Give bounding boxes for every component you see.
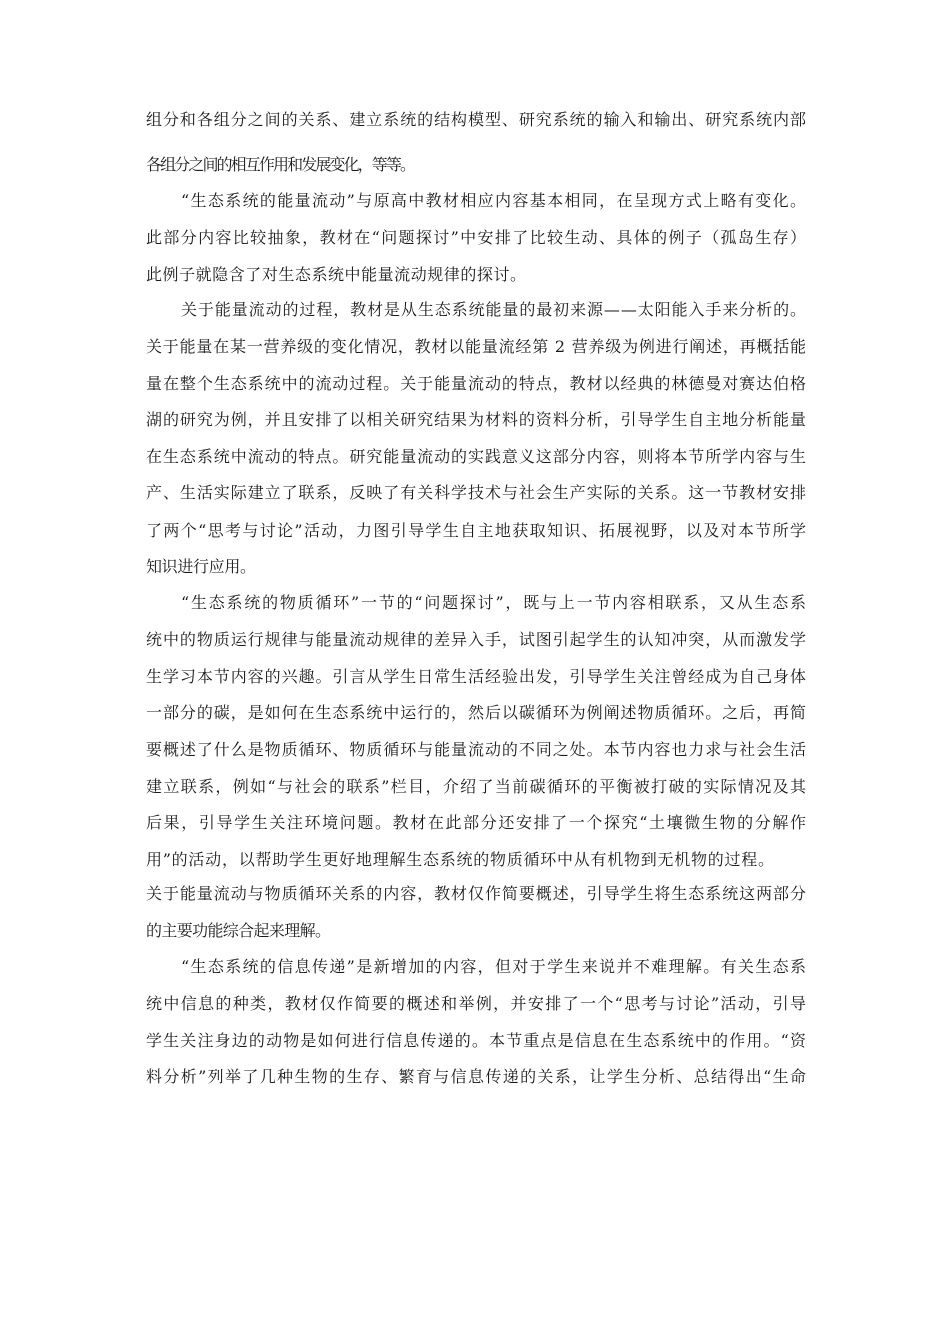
text-line-content: 建立联系，例如“与社会的联系”栏目，介绍了当前碳循环的平衡被打破的实际情况及其	[146, 777, 808, 796]
text-line	[0, 588, 950, 618]
text-line-content: 用”的活动，以帮助学生更好地理解生态系统的物质循环中从有机物到无机物的过程。	[146, 850, 775, 869]
text-line-content: 要概述了什么是物质循环、物质循环与能量流动的不同之处。本节内容也力求与社会生活	[146, 740, 807, 759]
text-line	[0, 845, 950, 875]
text-line	[0, 478, 950, 508]
text-line	[0, 916, 950, 946]
text-line	[0, 989, 950, 1019]
text-line	[0, 662, 950, 692]
text-line-content: 量在整个生态系统中的流动过程。关于能量流动的特点，教材以经典的林德曼对赛达伯格	[146, 374, 807, 393]
text-line-content: 统中信息的种类，教材仅作简要的概述和举例，并安排了一个“思考与讨论”活动，引导	[146, 994, 808, 1013]
text-line-content: 各组分之间的相互作用和发展变化，等等。	[146, 155, 415, 174]
text-line-content: 知识进行应用。	[146, 557, 256, 576]
text-line	[0, 516, 950, 546]
text-line-content: 此部分内容比较抽象，教材在“问题探讨”中安排了比较生动、具体的例子（孤岛生存）	[146, 228, 808, 247]
text-line-content: 生学习本节内容的兴趣。引言从学生日常生活经验出发，引导学生关注曾经成为自己身体	[146, 667, 807, 686]
text-line-content: “生态系统的物质循环”一节的“问题探讨”，既与上一节内容相联系，又从生态系	[181, 593, 808, 612]
text-line	[0, 772, 950, 802]
text-line-content: 组分和各组分之间的关系、建立系统的结构模型、研究系统的输入和输出、研究系统内部	[146, 110, 807, 129]
text-line	[0, 552, 950, 582]
text-line	[0, 260, 950, 290]
text-line	[0, 150, 950, 180]
text-line-content: 一部分的碳，是如何在生态系统中运行的，然后以碳循环为例阐述物质循环。之后，再简	[146, 703, 807, 722]
text-line-content: 湖的研究为例，并且安排了以相关研究结果为材料的资料分析，引导学生自主地分析能量	[146, 410, 807, 429]
text-line-content: 关于能量流动的过程，教材是从生态系统能量的最初来源——太阳能入手来分析的。	[181, 300, 807, 319]
text-line-content: 产、生活实际建立了联系，反映了有关科学技术与社会生产实际的关系。这一节教材安排	[146, 483, 807, 502]
text-line	[0, 223, 950, 253]
text-line	[0, 369, 950, 399]
text-line-content: 关于能量流动与物质循环关系的内容，教材仅作简要概述，引导学生将生态系统这两部分	[146, 884, 807, 903]
text-line	[0, 735, 950, 765]
text-line	[0, 332, 950, 362]
text-line	[0, 105, 950, 135]
text-line	[0, 442, 950, 472]
text-line	[0, 1026, 950, 1056]
text-line-content: 的主要功能综合起来理解。	[146, 921, 331, 940]
text-line	[0, 1062, 950, 1092]
text-line-content: 料分析”列举了几种生物的生存、繁育与信息传递的关系，让学生分析、总结得出“生命	[146, 1067, 808, 1086]
text-line	[0, 295, 950, 325]
text-line-content: 学生关注身边的动物是如何进行信息传递的。本节重点是信息在生态系统中的作用。“资	[146, 1031, 808, 1050]
text-line-content: 了两个“思考与讨论”活动，力图引导学生自主地获取知识、拓展视野，以及对本节所学	[146, 521, 808, 540]
text-line	[0, 808, 950, 838]
text-line-content: 在生态系统中流动的特点。研究能量流动的实践意义这部分内容，则将本节所学内容与生	[146, 447, 807, 466]
text-line-content: 此例子就隐含了对生态系统中能量流动规律的探讨。	[146, 265, 527, 284]
text-line	[0, 952, 950, 982]
text-line	[0, 698, 950, 728]
text-line	[0, 405, 950, 435]
text-line-content: 关于能量在某一营养级的变化情况，教材以能量流经第 2 营养级为例进行阐述，再概括能	[146, 337, 807, 356]
text-line-content: “生态系统的能量流动”与原高中教材相应内容基本相同，在呈现方式上略有变化。	[181, 191, 808, 210]
text-line-content: 后果，引导学生关注环境问题。教材在此部分还安排了一个探究“土壤微生物的分解作	[146, 813, 808, 832]
text-line	[0, 625, 950, 655]
text-line	[0, 879, 950, 909]
text-line-content: 统中的物质运行规律与能量流动规律的差异入手，试图引起学生的认知冲突，从而激发学	[146, 630, 807, 649]
text-line-content: “生态系统的信息传递”是新增加的内容，但对于学生来说并不难理解。有关生态系	[181, 957, 808, 976]
text-line	[0, 186, 950, 216]
